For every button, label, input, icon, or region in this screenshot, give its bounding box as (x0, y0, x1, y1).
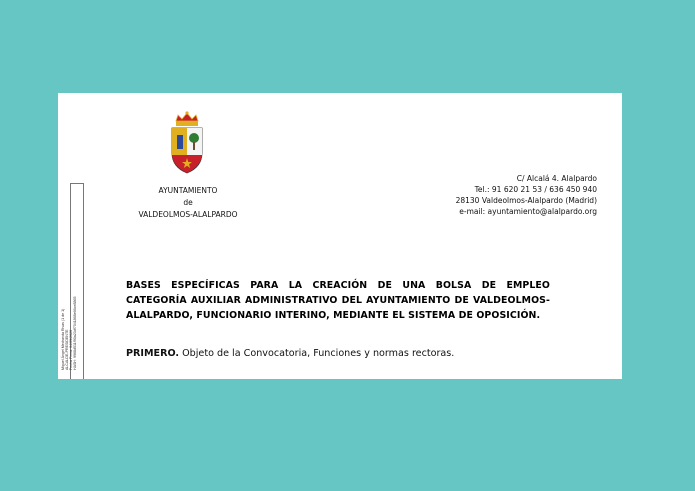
signature-line-2: ALCALDE-PRESIDENTE (65, 329, 69, 370)
email-line: e-mail: ayuntamiento@alalpardo.org (459, 207, 597, 216)
contact-block (377, 173, 597, 217)
section-text: Objeto de la Convocatoria, Funciones y normas rectoras. (179, 348, 455, 359)
section-label: PRIMERO. (126, 348, 180, 359)
address-line: C/ Alcalá 4. Alalpardo (516, 174, 597, 183)
signature-strip (61, 183, 84, 379)
signature-text (61, 297, 77, 370)
postal-line: 28130 Valdeolmos-Alalpardo (Madrid) (455, 196, 597, 205)
signature-line-3: Fecha Firma: 04/09/2020 (69, 329, 73, 370)
section-heading (126, 348, 566, 359)
signature-line-4: HASH: 9968d511f90a23df7041868e66ce8865 (73, 296, 77, 370)
org-line-1: AYUNTAMIENTO (158, 186, 218, 195)
org-line-3: VALDEOLMOS-ALALPARDO (138, 210, 238, 219)
org-line-2: de (183, 198, 193, 207)
signature-line-1: Miguel Ángel Medranda Rivas (1 de 1) (61, 308, 65, 370)
organization-name (128, 185, 248, 221)
phone-line: Tel.: 91 620 21 53 / 636 450 940 (474, 185, 597, 194)
document-page (58, 93, 622, 379)
document-title: BASES ESPECÍFICAS PARA LA CREACIÓN DE UNA BOLSA DE EMPLEO CATEGORÍA AUXILIAR ADMINISTRATIVO DEL AYUNTAMIENTO DE VALDEOLMOS-ALALPARDO, FUNCIONARIO INTERINO, MEDIANTE EL SISTEMA DE OPOSICIÓN. (126, 280, 550, 321)
municipal-coat-of-arms-icon (168, 111, 206, 181)
